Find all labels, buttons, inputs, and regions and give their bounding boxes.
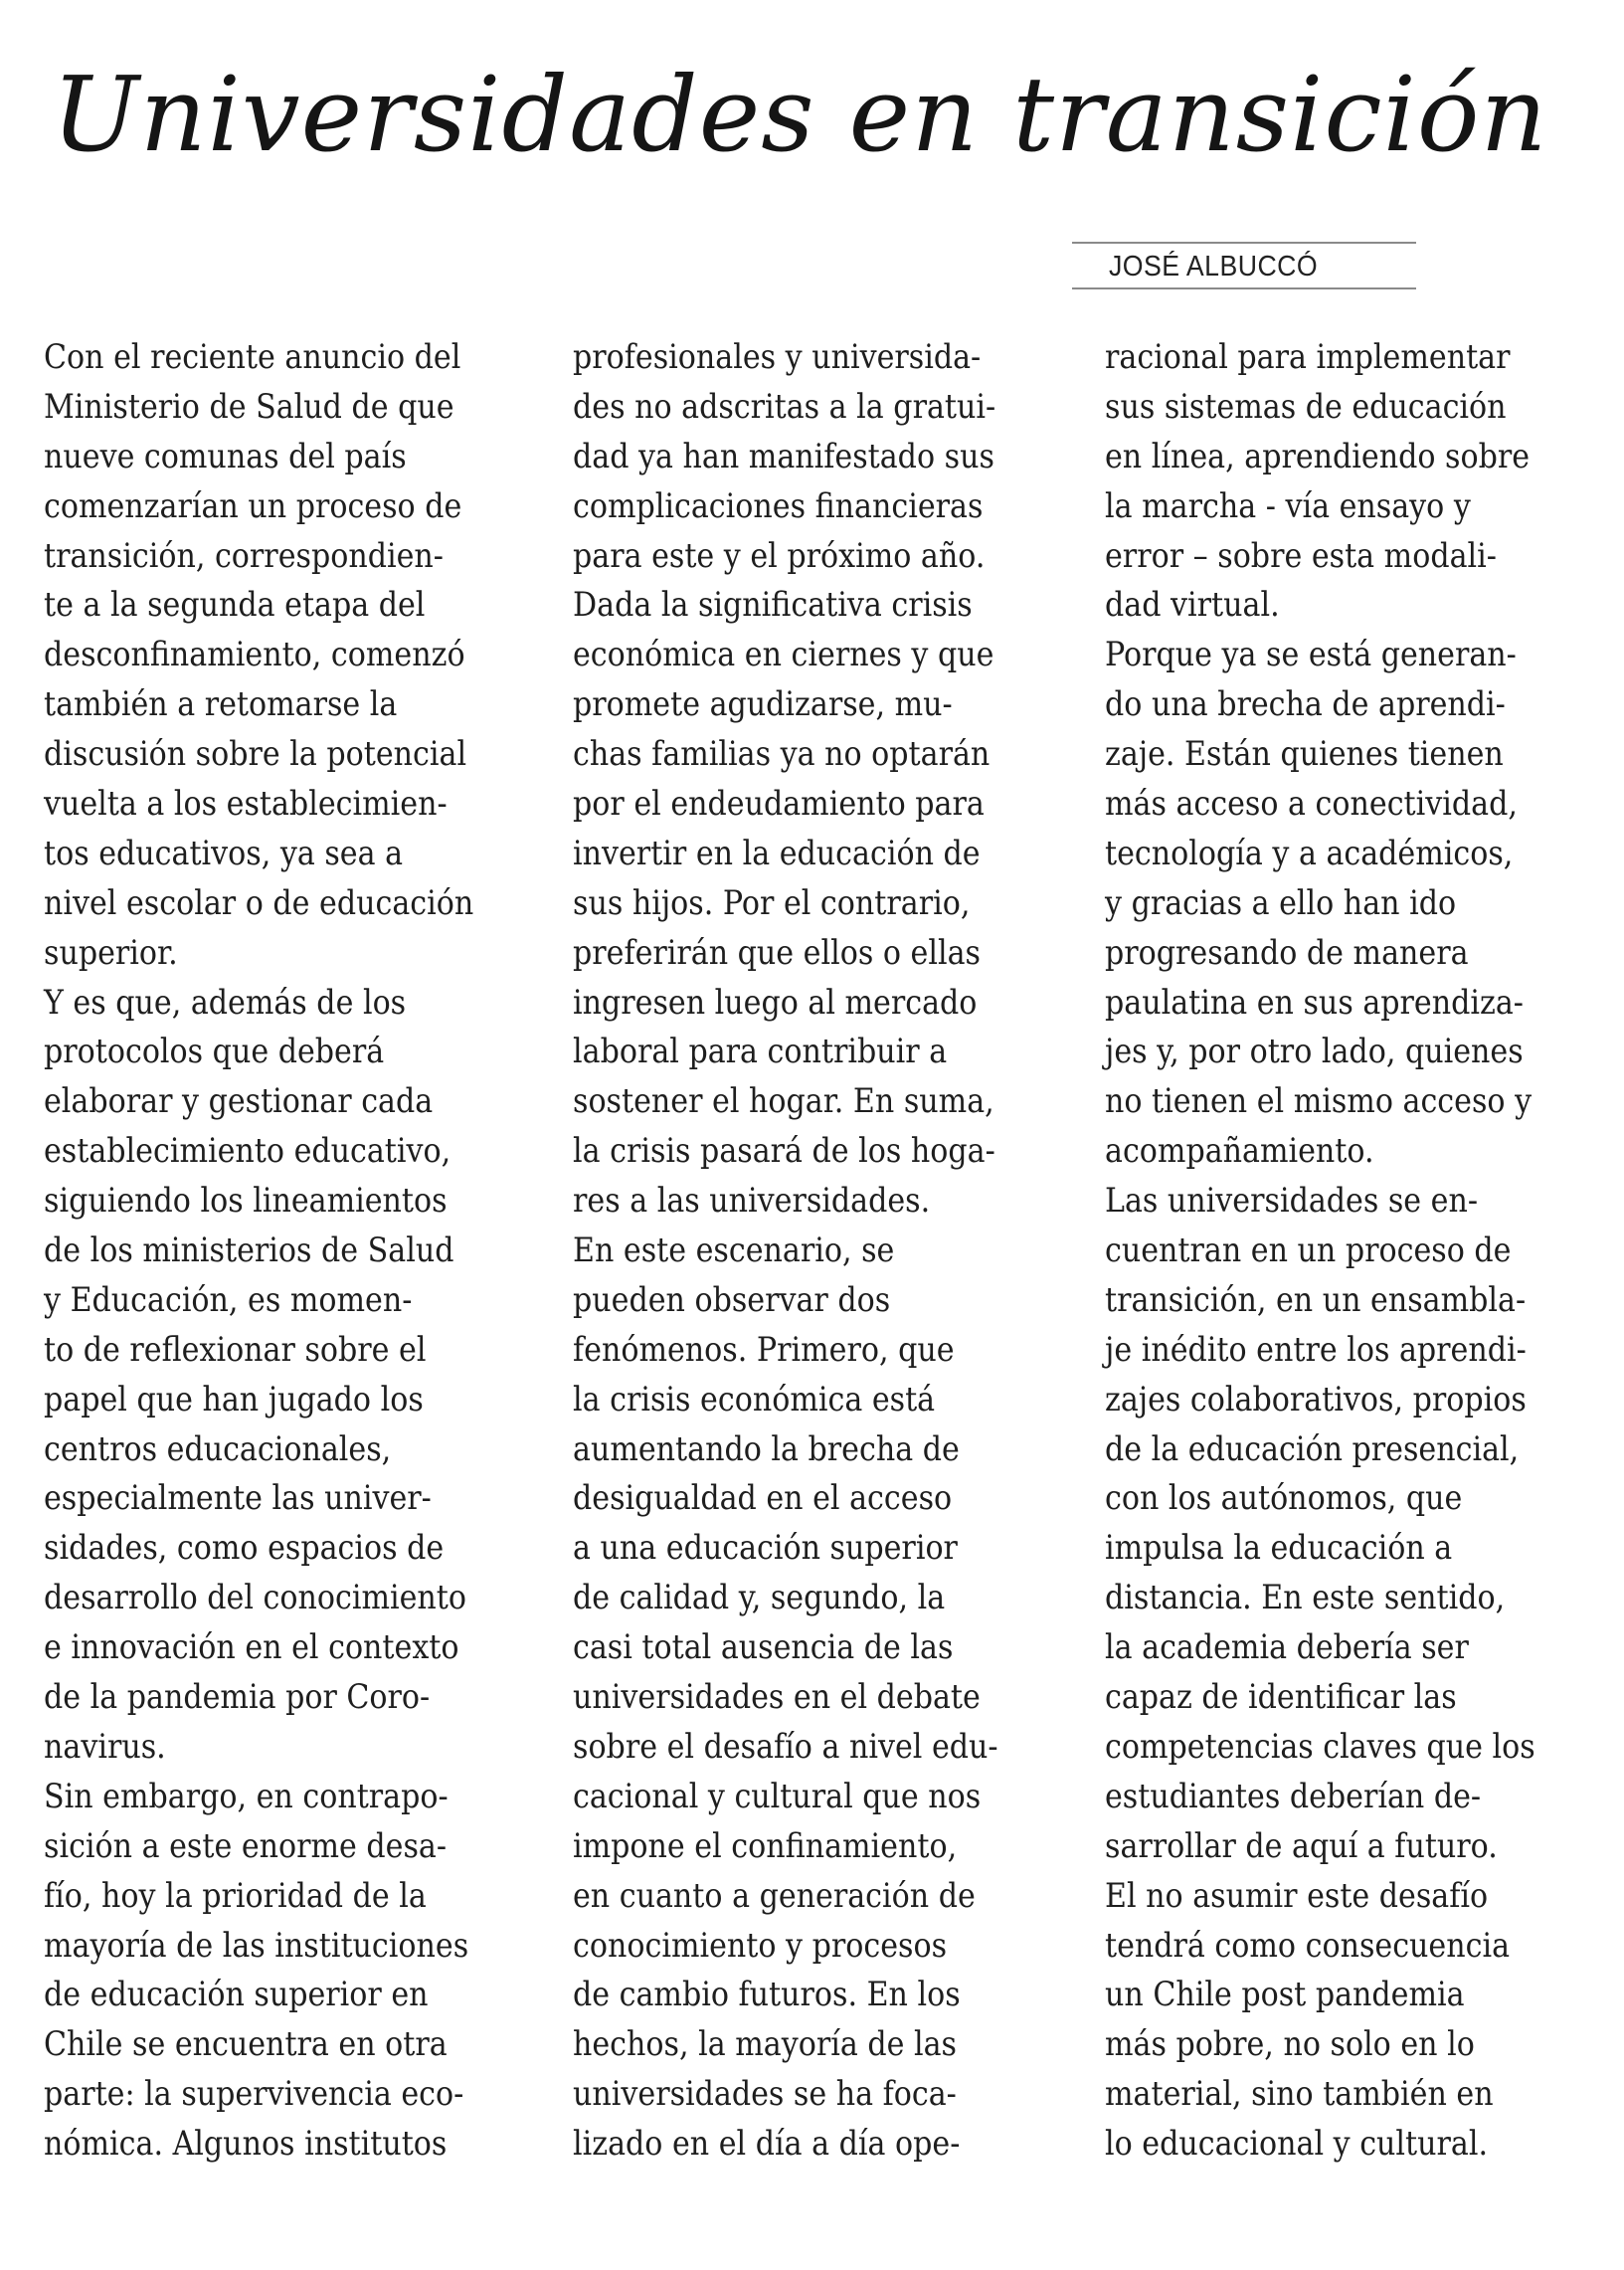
text-line: nómica. Algunos institutos — [44, 2124, 448, 2165]
text-line: discusión sobre la potencial — [44, 734, 467, 775]
text-line: fío, hoy la prioridad de la — [44, 1875, 427, 1916]
text-line: establecimiento educativo, — [44, 1131, 451, 1172]
text-line: capaz de identificar las — [1105, 1677, 1457, 1718]
text-line: profesionales y universida- — [573, 337, 982, 377]
text-line: en línea, aprendiendo sobre — [1105, 436, 1531, 476]
text-line: superior. — [44, 932, 178, 973]
text-line: jes y, por otro lado, quienes — [1105, 1032, 1524, 1072]
article-column-2 — [573, 333, 1053, 2170]
text-line: Dada la significativa crisis — [573, 585, 973, 626]
text-line: con los autónomos, que — [1105, 1478, 1463, 1519]
text-line: elaborar y gestionar cada — [44, 1081, 434, 1122]
text-line: mayoría de las instituciones — [44, 1925, 469, 1966]
text-line: do una brecha de aprendi- — [1105, 684, 1506, 725]
text-line: lizado en el día a día ope- — [573, 2124, 961, 2165]
text-line: transición, en un ensambla- — [1105, 1279, 1527, 1320]
byline — [1072, 242, 1416, 289]
text-line: comenzarían un proceso de — [44, 485, 462, 526]
text-line: progresando de manera — [1105, 932, 1469, 973]
text-line: universidades en el debate — [573, 1677, 981, 1718]
text-line: más acceso a conectividad, — [1105, 784, 1518, 825]
text-line: tecnología y a académicos, — [1105, 833, 1514, 873]
text-line: navirus. — [44, 1726, 166, 1767]
text-line: El no asumir este desafío — [1105, 1875, 1489, 1916]
text-line: Sin embargo, en contrapo- — [44, 1776, 449, 1816]
text-line: también a retomarse la — [44, 684, 398, 725]
text-line: zaje. Están quienes tienen — [1105, 734, 1504, 775]
text-line: sición a este enorme desa- — [44, 1825, 448, 1866]
text-line: distancia. En este sentido, — [1105, 1578, 1506, 1618]
text-line: cuentran en un proceso de — [1105, 1230, 1512, 1271]
text-line: siguiendo los lineamientos — [44, 1181, 448, 1222]
text-line: centros educacionales, — [44, 1428, 392, 1469]
text-line: la crisis pasará de los hoga- — [573, 1131, 995, 1172]
text-line: des no adscritas a la gratui- — [573, 386, 996, 427]
text-line: la marcha - vía ensayo y — [1105, 485, 1471, 526]
text-line: de calidad y, segundo, la — [573, 1578, 946, 1618]
text-line: racional para implementar — [1105, 337, 1511, 377]
text-line: por el endeudamiento para — [573, 784, 985, 825]
text-line: invertir en la educación de — [573, 833, 981, 873]
text-line: aumentando la brecha de — [573, 1428, 960, 1469]
text-line: En este escenario, se — [573, 1230, 895, 1271]
text-line: te a la segunda etapa del — [44, 585, 426, 626]
text-line: transición, correspondien- — [44, 535, 444, 576]
text-line: sus sistemas de educación — [1105, 386, 1507, 427]
text-line: a una educación superior — [573, 1528, 958, 1569]
text-line: papel que han jugado los — [44, 1379, 424, 1419]
text-line: fenómenos. Primero, que — [573, 1329, 955, 1370]
text-line: un Chile post pandemia — [1105, 1975, 1465, 2015]
text-line: la crisis económica está — [573, 1379, 936, 1419]
text-line: parte: la supervivencia eco- — [44, 2074, 464, 2115]
text-line: universidades se ha foca- — [573, 2074, 957, 2115]
text-line: complicaciones financieras — [573, 485, 984, 526]
text-line: la academia debería ser — [1105, 1627, 1469, 1668]
text-line: estudiantes deberían de- — [1105, 1776, 1482, 1816]
text-line: to de reflexionar sobre el — [44, 1329, 427, 1370]
text-line: dad virtual. — [1105, 585, 1280, 626]
text-line: especialmente las univer- — [44, 1478, 432, 1519]
text-line: pueden observar dos — [573, 1279, 891, 1320]
text-line: zajes colaborativos, propios — [1105, 1379, 1527, 1419]
text-line: tendrá como consecuencia — [1105, 1925, 1511, 1966]
article-column-3 — [1105, 333, 1591, 2170]
text-line: de educación superior en — [44, 1975, 429, 2015]
article-title: Universidades en transición — [52, 54, 1548, 175]
text-line: y Educación, es momen- — [44, 1279, 413, 1320]
text-line: de los ministerios de Salud — [44, 1230, 454, 1271]
text-line: vuelta a los establecimien- — [44, 784, 448, 825]
text-line: laboral para contribuir a — [573, 1032, 948, 1072]
text-line: paulatina en sus aprendiza- — [1105, 982, 1524, 1023]
text-line: dad ya han manifestado sus — [573, 436, 994, 476]
text-line: desconfinamiento, comenzó — [44, 635, 465, 675]
text-line: hechos, la mayoría de las — [573, 2024, 957, 2065]
text-line: más pobre, no solo en lo — [1105, 2024, 1475, 2065]
text-line: promete agudizarse, mu- — [573, 684, 953, 725]
text-line: Ministerio de Salud de que — [44, 386, 454, 427]
article-column-1 — [44, 333, 529, 2170]
text-line: ingresen luego al mercado — [573, 982, 978, 1023]
text-line: nivel escolar o de educación — [44, 882, 474, 923]
text-line: para este y el próximo año. — [573, 535, 986, 576]
text-line: e innovación en el contexto — [44, 1627, 459, 1668]
text-line: Chile se encuentra en otra — [44, 2024, 448, 2065]
text-line: preferirán que ellos o ellas — [573, 932, 981, 973]
text-line: desigualdad en el acceso — [573, 1478, 953, 1519]
text-line: sobre el desafío a nivel edu- — [573, 1726, 998, 1767]
text-line: impulsa la educación a — [1105, 1528, 1453, 1569]
text-line: conocimiento y procesos — [573, 1925, 948, 1966]
text-line: económica en ciernes y que — [573, 635, 994, 675]
text-line: impone el confinamiento, — [573, 1825, 958, 1866]
text-line: material, sino también en — [1105, 2074, 1494, 2115]
text-line: de cambio futuros. En los — [573, 1975, 961, 2015]
author-name: JOSÉ ALBUCCÓ — [1109, 251, 1319, 283]
text-line: sus hijos. Por el contrario, — [573, 882, 971, 923]
text-line: en cuanto a generación de — [573, 1875, 976, 1916]
text-line: protocolos que deberá — [44, 1032, 385, 1072]
text-line: tos educativos, ya sea a — [44, 833, 404, 873]
text-line: acompañamiento. — [1105, 1131, 1374, 1172]
text-line: je inédito entre los aprendi- — [1105, 1329, 1527, 1370]
text-line: cacional y cultural que nos — [573, 1776, 982, 1816]
text-line: de la pandemia por Coro- — [44, 1677, 431, 1718]
text-line: Y es que, además de los — [44, 982, 407, 1023]
text-line: res a las universidades. — [573, 1181, 931, 1222]
text-line: Con el reciente anuncio del — [44, 337, 461, 377]
text-line: no tienen el mismo acceso y — [1105, 1081, 1533, 1122]
text-line: sarrollar de aquí a futuro. — [1105, 1825, 1498, 1866]
text-line: sostener el hogar. En suma, — [573, 1081, 994, 1122]
text-line: de la educación presencial, — [1105, 1428, 1520, 1469]
text-line: casi total ausencia de las — [573, 1627, 954, 1668]
text-line: desarrollo del conocimiento — [44, 1578, 467, 1618]
text-line: error – sobre esta modali- — [1105, 535, 1497, 576]
text-line: sidades, como espacios de — [44, 1528, 445, 1569]
text-line: chas familias ya no optarán — [573, 734, 991, 775]
text-line: Porque ya se está generan- — [1105, 635, 1517, 675]
text-line: y gracias a ello han ido — [1105, 882, 1457, 923]
text-line: nueve comunas del país — [44, 436, 407, 476]
text-line: competencias claves que los — [1105, 1726, 1535, 1767]
text-line: Las universidades se en- — [1105, 1181, 1479, 1222]
text-line: lo educacional y cultural. — [1105, 2124, 1489, 2165]
